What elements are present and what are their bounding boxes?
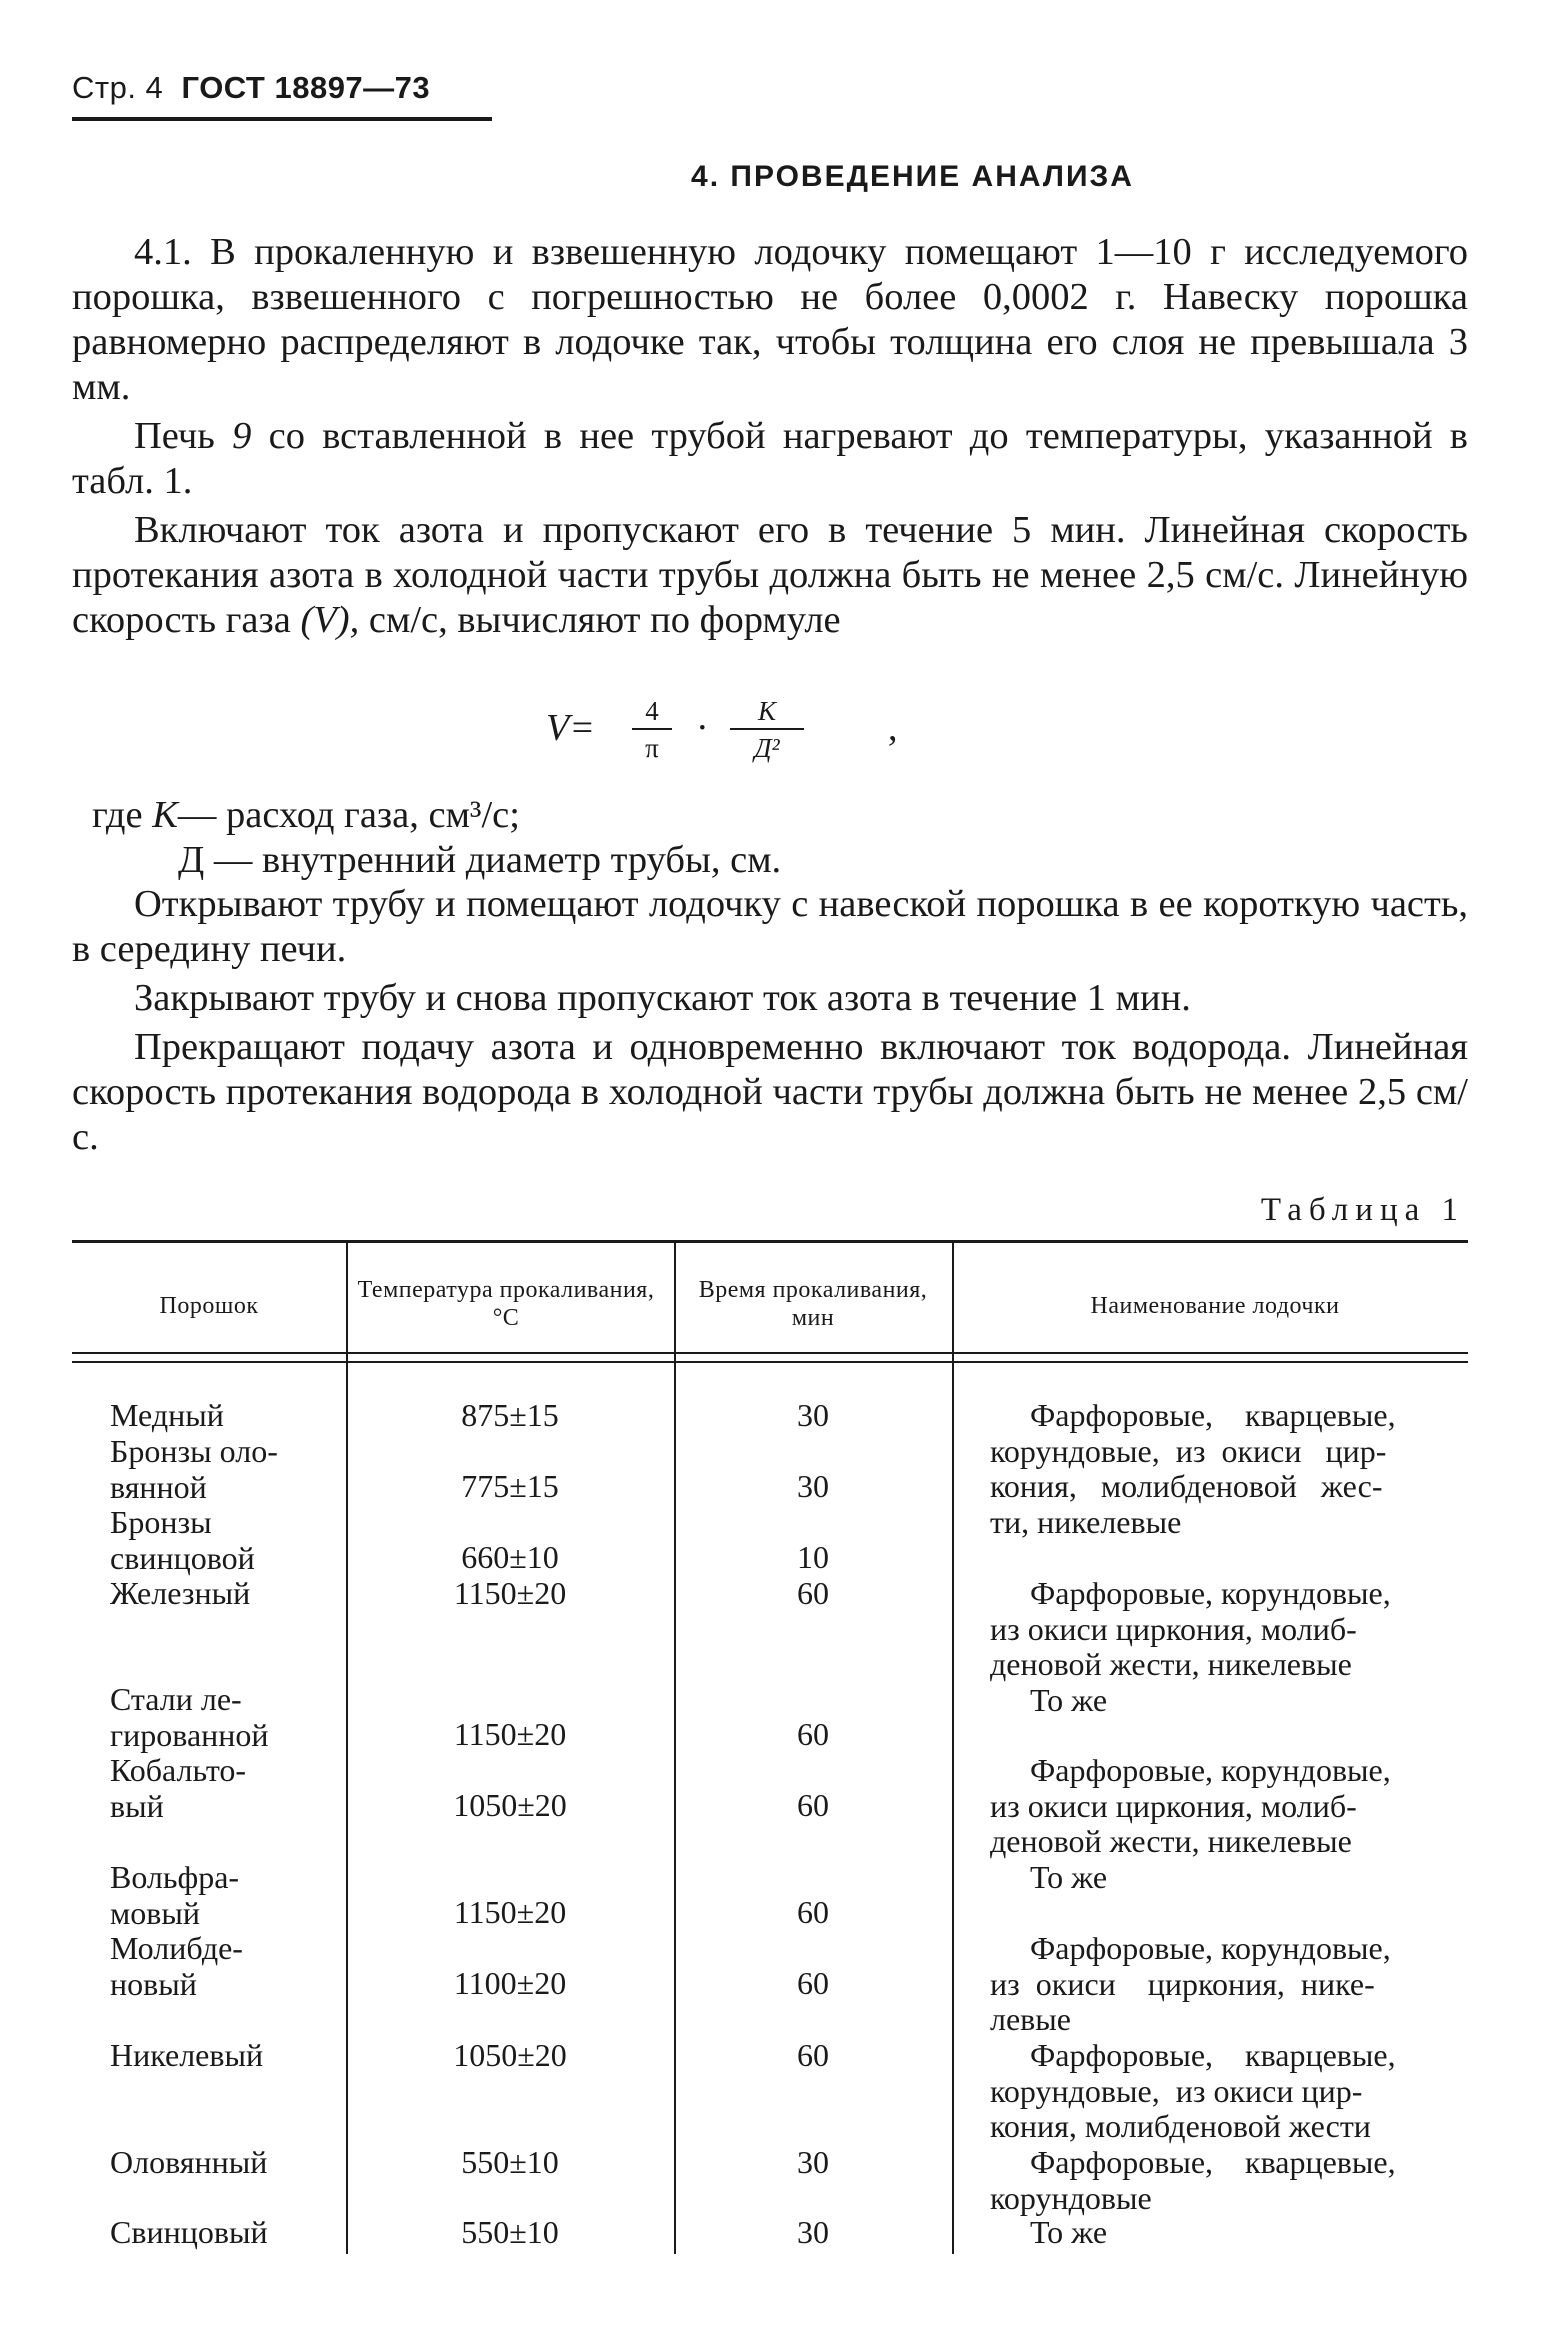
temp-cell: 660±10 bbox=[461, 1539, 559, 1575]
text-block-1 bbox=[72, 230, 1468, 643]
powder-cell: Бронзы свинцовой bbox=[110, 1504, 255, 1576]
header-rule-upper bbox=[72, 1352, 1468, 1354]
th-time: Время прокаливания, мин bbox=[698, 1277, 928, 1331]
boat-cell: Фарфоровые, корундовые, из окиси циркония, нике- левые bbox=[990, 1930, 1391, 2037]
powder-cell: Свинцовый bbox=[110, 2214, 268, 2250]
fraction-4-pi: 4 π bbox=[632, 694, 672, 766]
formula-legend bbox=[92, 793, 781, 883]
temp-cell: 1050±20 bbox=[453, 2037, 567, 2073]
time-cell: 60 bbox=[797, 1965, 829, 2001]
boat-cell: Фарфоровые, кварцевые, корундовые bbox=[990, 2144, 1396, 2216]
powder-cell: Бронзы оло- вянной bbox=[110, 1433, 278, 1505]
header-rule bbox=[72, 117, 492, 121]
paragraph-furnace: Печь 9 со вставленной в нее трубой нагревают до температуры, указанной в табл. 1. bbox=[72, 415, 1468, 502]
paragraph-open-tube: Открывают трубу и помещают лодочку с навеской порошка в ее короткую часть, в середину печи. bbox=[72, 883, 1468, 970]
boat-cell: Фарфоровые, корундовые, из окиси циркония, молиб- деновой жести, никелевые То же bbox=[990, 1575, 1391, 1718]
table-top-rule bbox=[72, 1240, 1468, 1243]
th-boat: Наименование лодочки bbox=[1090, 1293, 1340, 1319]
temp-cell: 1050±20 bbox=[453, 1787, 567, 1823]
formula-comma: , bbox=[888, 707, 898, 749]
temp-cell: 775±15 bbox=[461, 1468, 559, 1504]
furnace-number: 9 bbox=[232, 415, 252, 457]
page-number: Стр. 4 bbox=[72, 70, 164, 105]
time-cell: 60 bbox=[797, 1787, 829, 1823]
time-cell: 30 bbox=[797, 1397, 829, 1433]
powder-cell: Железный bbox=[110, 1575, 251, 1611]
formula-lhs: V= bbox=[546, 707, 595, 749]
boat-cell: Фарфоровые, корундовые, из окиси циркония, молиб- деновой жести, никелевые То же bbox=[990, 1752, 1391, 1895]
temp-cell: 1100±20 bbox=[453, 1965, 567, 2001]
temp-cell: 1150±20 bbox=[453, 1575, 567, 1611]
time-cell: 60 bbox=[797, 1716, 829, 1752]
powder-cell: Оловянный bbox=[110, 2144, 268, 2180]
time-cell: 30 bbox=[797, 1468, 829, 1504]
time-cell: 30 bbox=[797, 2214, 829, 2250]
table-caption: Таблица 1 bbox=[1260, 1192, 1465, 1228]
page-header bbox=[72, 70, 430, 106]
boat-cell: То же bbox=[1030, 2214, 1108, 2250]
powder-cell: Медный bbox=[110, 1397, 224, 1433]
section-title: 4. ПРОВЕДЕНИЕ АНАЛИЗА bbox=[691, 160, 1134, 193]
th-powder: Порошок bbox=[159, 1293, 259, 1319]
fraction-k-d2: K Д² bbox=[730, 694, 804, 766]
velocity-formula bbox=[546, 682, 946, 792]
time-cell: 30 bbox=[797, 2144, 829, 2180]
time-cell: 60 bbox=[797, 2037, 829, 2073]
powder-cell: Молибде- новый bbox=[110, 1930, 243, 2002]
legend-k: где K— расход газа, см³/с; bbox=[92, 794, 520, 836]
th-temperature: Температура прокаливания, °С bbox=[357, 1277, 655, 1331]
boat-cell: Фарфоровые, кварцевые, корундовые, из окиси цир- кония, молибденовой жес- ти, никелевые bbox=[990, 1397, 1396, 1540]
legend-d: Д — внутренний диаметр трубы, см. bbox=[178, 839, 782, 881]
text-block-2 bbox=[72, 882, 1468, 1160]
paragraph-4-1: 4.1. В прокаленную и взвешенную лодочку помещают 1—10 г исследуемого порошка, взвешенного с погрешностью не более 0,0002 г. Навеску порошка равномерно распределяют в лодочке так, чтобы толщина его слоя не превышала 3 мм. bbox=[72, 231, 1468, 408]
powder-cell: Вольфра- мовый bbox=[110, 1859, 240, 1931]
temp-cell: 1150±20 bbox=[453, 1716, 567, 1752]
temp-cell: 550±10 bbox=[461, 2144, 559, 2180]
header-rule-lower bbox=[72, 1361, 1468, 1363]
powder-cell: Стали ле- гированной bbox=[110, 1681, 269, 1753]
boat-cell: Фарфоровые, кварцевые, корундовые, из окиси цир- кония, молибденовой жести bbox=[990, 2037, 1396, 2144]
formula-dot: · bbox=[696, 707, 709, 749]
time-cell: 60 bbox=[797, 1894, 829, 1930]
temp-cell: 1150±20 bbox=[453, 1894, 567, 1930]
temp-cell: 550±10 bbox=[461, 2214, 559, 2250]
powder-cell: Никелевый bbox=[110, 2037, 264, 2073]
time-cell: 10 bbox=[797, 1539, 829, 1575]
temp-cell: 875±15 bbox=[461, 1397, 559, 1433]
time-cell: 60 bbox=[797, 1575, 829, 1611]
powder-cell: Кобальто- вый bbox=[110, 1752, 247, 1824]
paragraph-hydrogen: Прекращают подачу азота и одновременно включают ток водорода. Линейная скорость протекания водорода в холодной части трубы должна быть не менее 2,5 см/с. bbox=[72, 1026, 1468, 1158]
velocity-var: (V), bbox=[300, 599, 360, 641]
standard-code: ГОСТ 18897—73 bbox=[181, 70, 431, 105]
paragraph-nitrogen: Включают ток азота и пропускают его в течение 5 мин. Линейная скорость протекания азота в холодной части трубы должна быть не менее 2,5 см/с. Линейную скорость газа (V), см/с, вычисляют по формуле bbox=[72, 509, 1468, 641]
paragraph-close-tube: Закрывают трубу и снова пропускают ток азота в течение 1 мин. bbox=[134, 977, 1191, 1019]
col-divider-3 bbox=[952, 1242, 954, 2254]
